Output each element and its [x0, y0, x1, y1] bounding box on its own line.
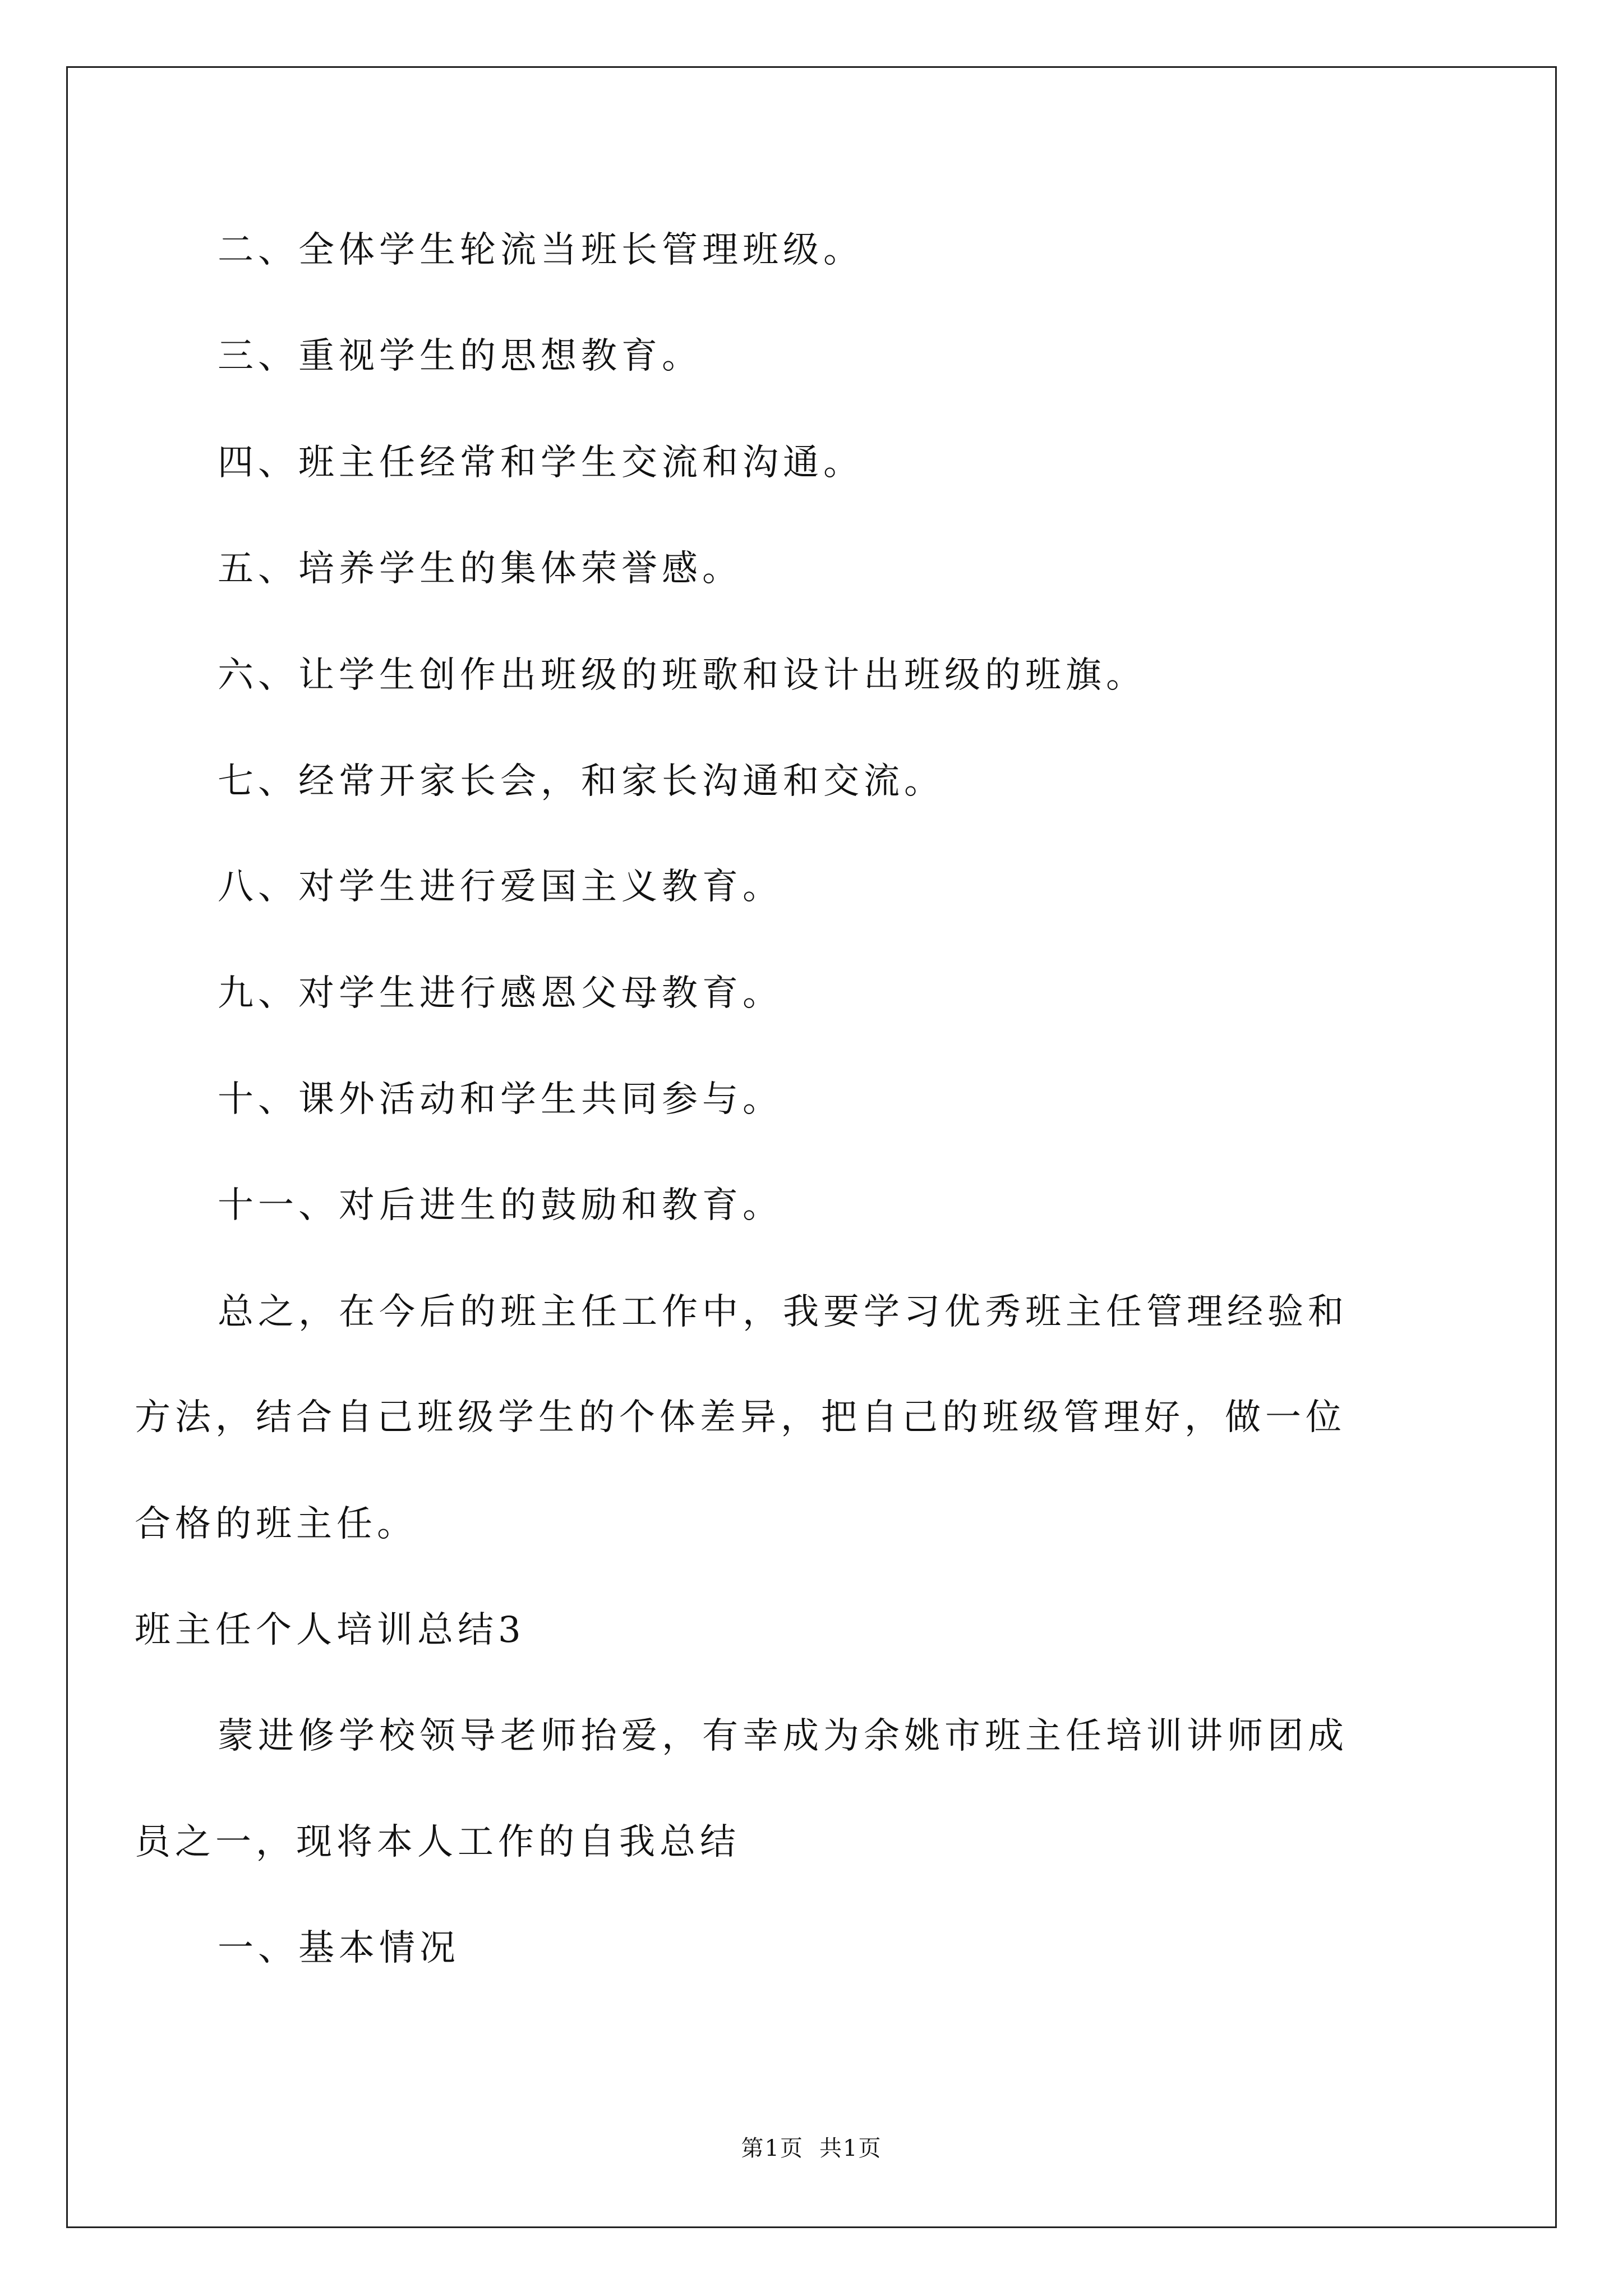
paragraph-line: 合格的班主任。 [135, 1503, 417, 1545]
section-heading: 班主任个人培训总结3 [135, 1609, 525, 1651]
page-border [66, 66, 1557, 2228]
list-item: 九、对学生进行感恩父母教育。 [218, 973, 783, 1014]
paragraph-line: 蒙进修学校领导老师抬爱，有幸成为余姚市班主任培训讲师团成 [218, 1715, 1348, 1757]
list-item: 七、经常开家长会，和家长沟通和交流。 [218, 761, 944, 802]
paragraph-line: 总之，在今后的班主任工作中，我要学习优秀班主任管理经验和 [218, 1291, 1348, 1333]
list-item: 五、培养学生的集体荣誉感。 [218, 548, 743, 590]
list-item: 十、课外活动和学生共同参与。 [218, 1079, 783, 1120]
page-footer [0, 2134, 1623, 2162]
list-item: 三、重视学生的思想教育。 [218, 335, 702, 377]
paragraph-line: 员之一，现将本人工作的自我总结 [135, 1821, 740, 1863]
page-total: 共1页 [819, 2136, 882, 2161]
subsection-heading: 一、基本情况 [218, 1927, 460, 1969]
page-number: 第1页 [741, 2136, 804, 2161]
list-item: 八、对学生进行爱国主义教育。 [218, 866, 783, 908]
list-item: 六、让学生创作出班级的班歌和设计出班级的班旗。 [218, 655, 1146, 696]
list-item: 二、全体学生轮流当班长管理班级。 [218, 229, 864, 271]
paragraph-line: 方法，结合自己班级学生的个体差异，把自己的班级管理好，做一位 [135, 1397, 1346, 1438]
list-item: 四、班主任经常和学生交流和沟通。 [218, 442, 864, 484]
list-item: 十一、对后进生的鼓励和教育。 [218, 1185, 783, 1226]
